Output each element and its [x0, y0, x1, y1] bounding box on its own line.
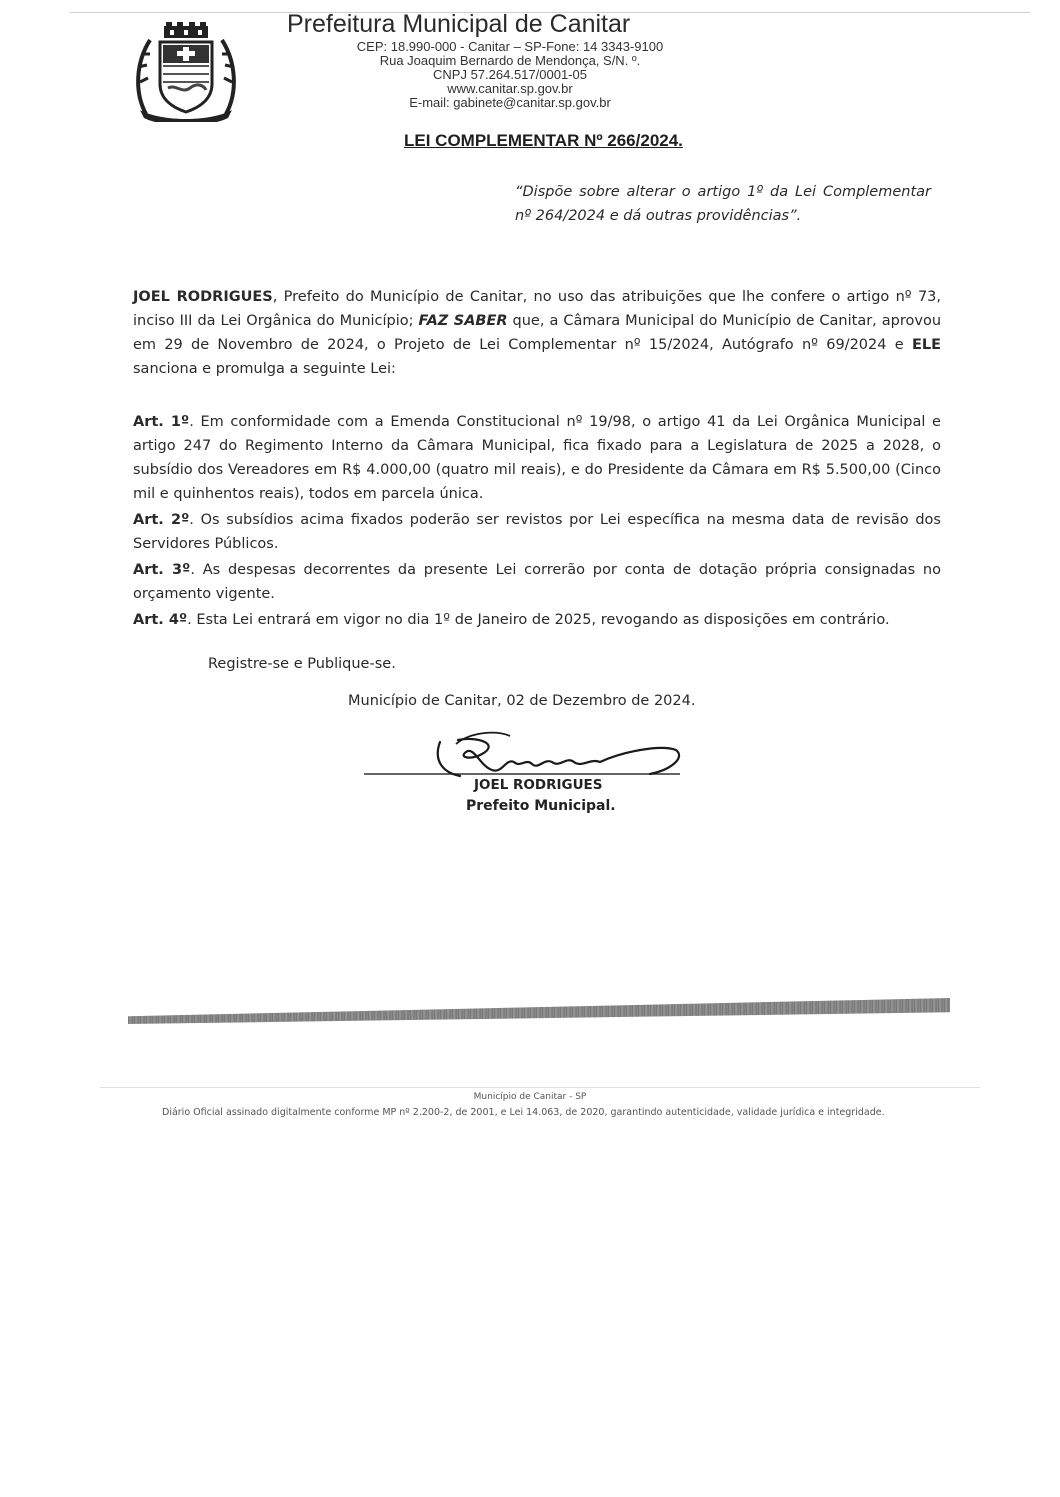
article-1-text: . Em conformidade com a Emenda Constitucional nº 19/98, o artigo 41 da Lei Orgânica Municipal e artigo 247 do Regimento Interno da Câmara Municipal, fica fixado para a Legislatura de 2025 a 2028, o subsídio dos Vereadores em R$ 4.000,00 (quatro mil reais), e do Presidente da Câmara em R$ 5.500,00 (Cinco mil e quinhentos reais), todos em parcela única.: [133, 414, 941, 502]
article-4-label: Art. 4º: [133, 612, 188, 628]
date-line: Município de Canitar, 02 de Dezembro de 2024.: [348, 693, 696, 709]
header-title: Prefeitura Municipal de Canitar: [287, 10, 631, 38]
article-3-label: Art. 3º: [133, 562, 191, 578]
article-4-text: . Esta Lei entrará em vigor no dia 1º de Janeiro de 2025, revogando as disposições em contrário.: [187, 612, 890, 628]
law-ementa: “Dispõe sobre alterar o artigo 1º da Lei Complementar nº 264/2024 e dá outras providências”.: [515, 184, 931, 224]
header-cep-phone: CEP: 18.990-000 - Canitar – SP-Fone: 14 3343-9100: [356, 39, 664, 54]
signatory-role: Prefeito Municipal.: [466, 798, 616, 814]
article-1-label: Art. 1º: [133, 414, 190, 430]
municipal-crest-icon: [132, 22, 240, 122]
law-title: LEI COMPLEMENTAR Nº 266/2024.: [404, 131, 683, 150]
preamble-mayor-name: JOEL RODRIGUES: [133, 289, 273, 305]
article-4: [133, 608, 941, 632]
header-cnpj: CNPJ 57.264.517/0001-05: [433, 67, 587, 82]
preamble-text-1: , Prefeito do Município de Canitar, no uso das atribuições que lhe confere o artigo nº 73, inciso III da Lei Orgânica do Município;: [133, 289, 942, 329]
header-address: Rua Joaquim Bernardo de Mendonça, S/N. º.: [379, 53, 641, 68]
article-2-text: . Os subsídios acima fixados poderão ser revistos por Lei específica na mesma data de revisão dos Servidores Públicos.: [133, 512, 941, 552]
header-website: www.canitar.sp.gov.br: [447, 81, 573, 96]
header-contact-block: [300, 40, 720, 110]
preamble-paragraph: [133, 285, 941, 381]
preamble-text-2: que, a Câmara Municipal do Município de Canitar, aprovou em 29 de Novembro de 2024, o Projeto de Lei Complementar nº 15/2024, Autógrafo nº 69/2024 e: [133, 313, 942, 353]
signatory-name: JOEL RODRIGUES: [474, 777, 603, 793]
scan-border-band: [128, 998, 950, 1024]
article-3-text: . As despesas decorrentes da presente Lei correrão por conta de dotação própria consignadas no orçamento vigente.: [133, 562, 941, 602]
footer-digital-signature-note: Diário Oficial assinado digitalmente conforme MP nº 2.200-2, de 2001, e Lei 14.063, de 2020, garantindo autenticidade, validade jurídica e integridade.: [162, 1107, 885, 1118]
article-2: [133, 508, 941, 556]
registre-publique: Registre-se e Publique-se.: [208, 656, 396, 672]
preamble-text-3: sanciona e promulga a seguinte Lei:: [133, 361, 396, 377]
preamble-faz-saber: FAZ SABER: [418, 313, 508, 329]
article-2-label: Art. 2º: [133, 512, 190, 528]
footer-rule: [100, 1087, 980, 1088]
header-email: E-mail: gabinete@canitar.sp.gov.br: [409, 95, 611, 110]
preamble-ele: ELE: [911, 337, 941, 353]
article-1: [133, 410, 941, 506]
article-3: [133, 558, 941, 606]
footer-location: Município de Canitar - SP: [473, 1092, 587, 1102]
